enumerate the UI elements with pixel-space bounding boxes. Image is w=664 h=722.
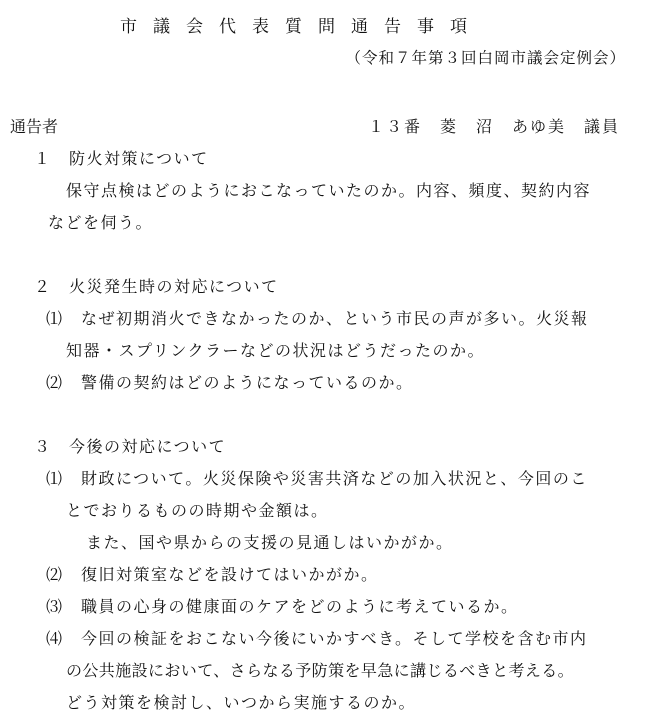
section-3-heading: ３ 今後の対応について <box>34 437 227 456</box>
section-2-item-1-line-2: 知器・スプリンクラーなどの状況はどうだったのか。 <box>66 341 486 360</box>
section-3-item-4-line-2: の公共施設において、さらなる予防策を早急に講じるべきと考える。 <box>66 661 575 680</box>
section-3-item-4-line-1: ⑷ 今回の検証をおこない今後にいかすべき。そして学校を含む市内 <box>46 629 588 648</box>
section-3-item-4-line-3: どう対策を検討し、いつから実施するのか。 <box>66 693 417 712</box>
document-subtitle: （令和７年第３回白岡市議会定例会） <box>345 49 626 67</box>
section-3-item-1-line-3: また、国や県からの支援の見通しはいかがか。 <box>86 533 454 552</box>
section-2-heading: ２ 火災発生時の対応について <box>34 277 279 296</box>
notifier-label: 通告者 <box>10 117 59 136</box>
section-3-item-1-line-1: ⑴ 財政について。火災保険や災害共済などの加入状況と、今回のこ <box>46 469 588 488</box>
section-3-item-2-line-1: ⑵ 復旧対策室などを設けてはいかがか。 <box>46 565 379 584</box>
section-2-item-1-line-1: ⑴ なぜ初期消火できなかったのか、という市民の声が多い。火災報 <box>46 309 589 328</box>
section-1-body-line-2: などを伺う。 <box>48 213 154 232</box>
document-title: 市議会代表質問通告事項 <box>120 17 483 37</box>
section-3-item-3-line-1: ⑶ 職員の心身の健康面のケアをどのように考えているか。 <box>46 597 519 616</box>
section-3-item-1-line-2: とでおりるものの時期や金額は。 <box>66 501 329 520</box>
section-1-body-line-1: 保守点検はどのようにおこなっていたのか。内容、頻度、契約内容 <box>66 181 592 200</box>
section-2-item-2-line-1: ⑵ 警備の契約はどのようになっているのか。 <box>46 373 414 392</box>
notifier-name: １３番 菱 沼 あゆ美 議員 <box>367 117 620 136</box>
section-1-heading: １ 防火対策について <box>34 149 209 168</box>
